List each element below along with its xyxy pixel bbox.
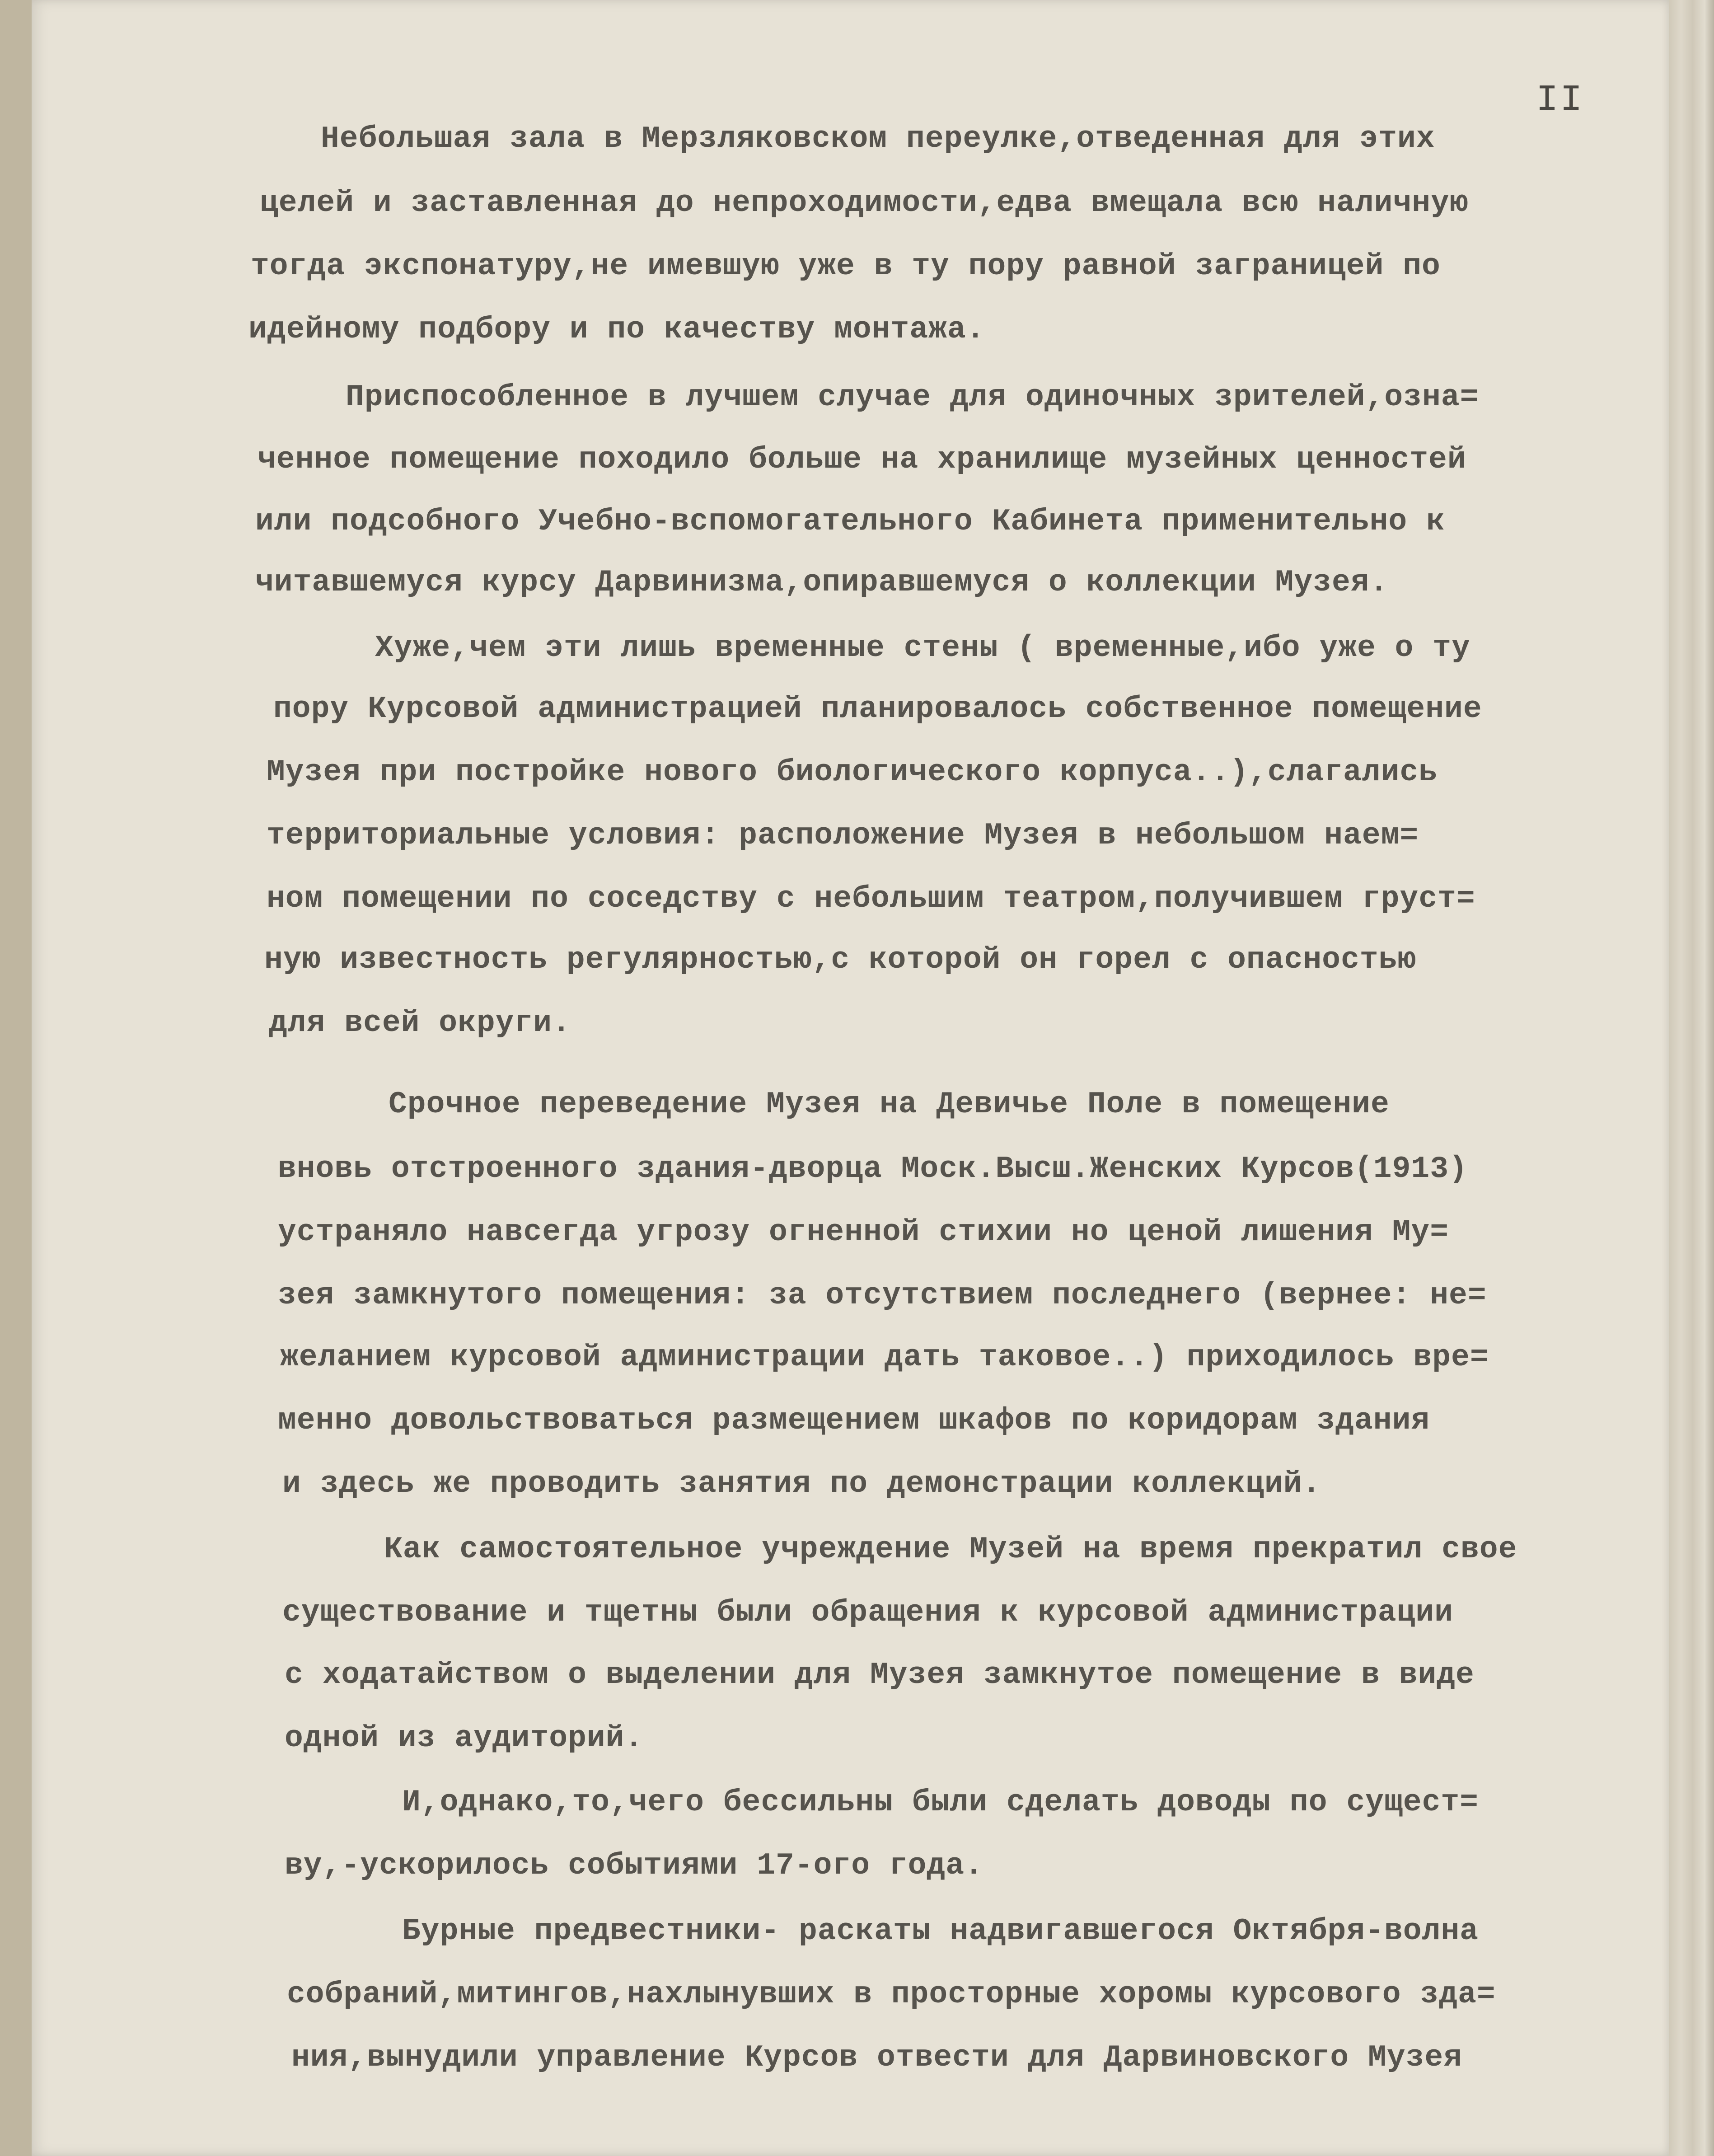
text-line: целей и заставленная до непроходимости,едва вмещала всю наличную (260, 186, 1469, 220)
text-line: Приспособленное в лучшем случае для одиночных зрителей,озна= (346, 380, 1479, 415)
text-line: тогда экспонатуру,не имевшую уже в ту пору равной заграницей по (251, 249, 1441, 284)
text-line: Бурные предвестники- раскаты надвигавшегося Октября-волна (402, 1914, 1479, 1949)
text-line: И,однако,то,чего бессильны были сделать доводы по сущест= (402, 1785, 1479, 1820)
text-line: зея замкнутого помещения: за отсутствием последнего (вернее: не= (278, 1278, 1487, 1313)
text-line: или подсобного Учебно-вспомогательного Кабинета применительно к (255, 504, 1445, 539)
text-line: Срочное переведение Музея на Девичье Поле в помещение (389, 1087, 1390, 1122)
text-line: желанием курсовой администрации дать таковое..) приходилось вре= (280, 1340, 1489, 1375)
page-stack-edge (1667, 0, 1714, 2156)
text-line: Хуже,чем эти лишь временные стены ( временные,ибо уже о ту (375, 631, 1470, 666)
text-line: существование и тщетны были обращения к курсовой администрации (282, 1595, 1454, 1630)
text-line: собраний,митингов,нахлынувших в просторные хоромы курсового зда= (287, 1977, 1496, 2012)
left-page-edge (0, 0, 34, 2156)
text-line: ном помещении по соседству с небольшим театром,получившем груст= (267, 881, 1475, 916)
text-line: пору Курсовой администрацией планировалось собственное помещение (273, 692, 1482, 726)
text-line: читавшемуся курсу Дарвинизма,опиравшемуся о коллекции Музея. (255, 565, 1389, 600)
text-line: идейному подбору и по качеству монтажа. (248, 312, 985, 347)
text-line: с ходатайством о выделении для Музея замкнутое помещение в виде (285, 1658, 1475, 1692)
text-line: для всей округи. (269, 1006, 571, 1041)
page-number: II (1536, 79, 1584, 121)
text-line: Музея при постройке нового биологического корпуса..),слагались (267, 755, 1438, 790)
document-body (32, 0, 1669, 2156)
text-line: Небольшая зала в Мерзляковском переулке,отведенная для этих (321, 122, 1435, 156)
text-line: территориальные условия: расположение Музея в небольшом наем= (267, 818, 1419, 853)
text-line: Как самостоятельное учреждение Музей на время прекратил свое (384, 1532, 1517, 1567)
text-line: ную известность регулярностью,с которой он горел с опасностью (264, 942, 1417, 977)
text-line: ву,-ускорилось событиями 17-ого года. (285, 1848, 983, 1883)
text-line: ченное помещение походило больше на хранилище музейных ценностей (258, 442, 1466, 477)
text-line: ния,вынудили управление Курсов отвести для Дарвиновского Музея (291, 2040, 1463, 2075)
text-line: менно довольствоваться размещением шкафов по коридорам здания (278, 1403, 1430, 1438)
text-line: одной из аудиторий. (285, 1721, 644, 1756)
text-line: вновь отстроенного здания-дворца Моск.Высш.Женских Курсов(1913) (278, 1152, 1468, 1186)
text-line: устраняло навсегда угрозу огненной стихии но ценой лишения Му= (278, 1215, 1449, 1250)
document-sheet (32, 0, 1669, 2156)
text-line: и здесь же проводить занятия по демонстрации коллекций. (282, 1467, 1321, 1501)
